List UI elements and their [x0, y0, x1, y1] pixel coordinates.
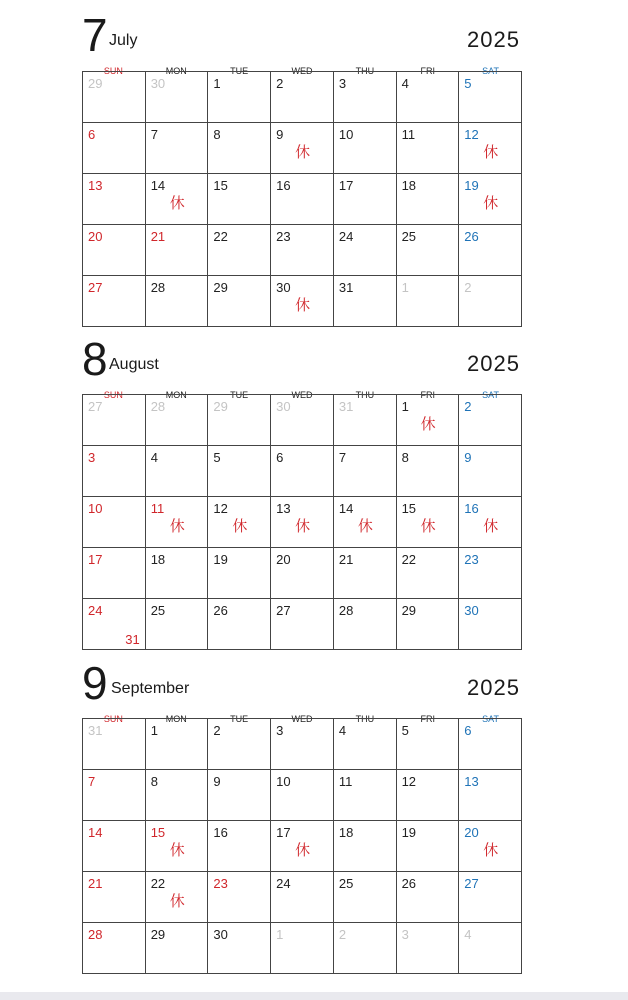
holiday-mark: 休	[295, 297, 311, 314]
day-cell[interactable]	[208, 497, 271, 548]
day-cell[interactable]	[83, 923, 146, 974]
day-number: 21	[150, 229, 166, 244]
holiday-mark: 休	[357, 518, 373, 535]
day-cell[interactable]	[83, 599, 146, 650]
day-cell[interactable]	[397, 872, 460, 923]
day-number: 29	[401, 603, 417, 618]
weekday-sat: SAT	[482, 714, 499, 724]
day-number: 17	[276, 825, 291, 840]
day-number: 9	[213, 774, 221, 789]
day-cell[interactable]	[459, 497, 522, 548]
weekday-thu: THU	[355, 714, 375, 724]
day-number: 30	[276, 399, 291, 414]
month-september	[82, 656, 522, 942]
day-number: 24	[338, 229, 354, 244]
day-cell[interactable]	[334, 497, 397, 548]
day-cell[interactable]	[334, 821, 397, 872]
day-cell[interactable]	[459, 225, 522, 276]
day-number: 15	[401, 501, 417, 516]
day-cell[interactable]	[334, 719, 397, 770]
day-cell[interactable]	[271, 174, 334, 225]
day-cell[interactable]	[397, 72, 460, 123]
day-cell[interactable]	[334, 225, 397, 276]
day-number: 25	[401, 229, 417, 244]
day-cell[interactable]	[83, 225, 146, 276]
day-number: 26	[213, 603, 228, 618]
day-number: 20	[88, 229, 103, 244]
day-number: 4	[338, 723, 347, 738]
day-number: 1	[276, 927, 284, 942]
day-cell[interactable]	[459, 923, 522, 974]
day-cell[interactable]	[146, 821, 209, 872]
weekday-tue: TUE	[230, 714, 249, 724]
day-number: 21	[338, 552, 354, 567]
month-header	[82, 656, 522, 714]
day-cell[interactable]	[334, 123, 397, 174]
day-number: 31	[88, 723, 103, 738]
day-cell[interactable]	[83, 872, 146, 923]
day-number: 1	[213, 76, 221, 91]
day-cell[interactable]	[271, 446, 334, 497]
day-number: 7	[88, 774, 96, 789]
day-number: 7	[150, 127, 158, 142]
day-number: 19	[464, 178, 479, 193]
weekday-fri: FRI	[420, 66, 435, 76]
weekday-mon: MON	[165, 390, 187, 400]
day-cell[interactable]	[83, 497, 146, 548]
day-cell[interactable]	[208, 174, 271, 225]
day-cell[interactable]	[83, 123, 146, 174]
weekday-fri: FRI	[420, 390, 435, 400]
day-number: 22	[401, 552, 417, 567]
day-cell[interactable]	[397, 276, 460, 327]
weekday-mon: MON	[165, 66, 187, 76]
day-number: 3	[338, 76, 347, 91]
day-cell[interactable]	[146, 599, 209, 650]
day-number: 2	[338, 927, 347, 942]
weekday-thu: THU	[355, 66, 375, 76]
day-number: 9	[464, 450, 472, 465]
day-number: 9	[276, 127, 284, 142]
day-cell[interactable]	[208, 599, 271, 650]
day-cell[interactable]	[271, 497, 334, 548]
day-number: 24	[276, 876, 291, 891]
day-cell[interactable]	[271, 225, 334, 276]
day-cell[interactable]	[334, 548, 397, 599]
day-cell[interactable]	[271, 599, 334, 650]
day-cell[interactable]	[397, 225, 460, 276]
day-cell[interactable]	[271, 923, 334, 974]
day-cell[interactable]	[334, 395, 397, 446]
day-cell[interactable]	[271, 276, 334, 327]
day-number: 23	[276, 229, 291, 244]
year: 2025	[467, 351, 520, 376]
holiday-mark: 休	[169, 893, 185, 910]
day-cell[interactable]	[459, 72, 522, 123]
day-cell[interactable]	[271, 719, 334, 770]
bottom-bar	[0, 992, 628, 1000]
day-cell[interactable]	[271, 872, 334, 923]
day-number: 13	[464, 774, 479, 789]
month-header	[82, 332, 522, 390]
day-cell[interactable]	[334, 599, 397, 650]
day-number: 3	[88, 450, 96, 465]
day-cell[interactable]	[83, 770, 146, 821]
weekday-sat: SAT	[482, 66, 499, 76]
weekday-sun: SUN	[103, 66, 123, 76]
day-cell[interactable]	[459, 446, 522, 497]
day-number: 17	[88, 552, 103, 567]
day-cell[interactable]	[397, 497, 460, 548]
day-number: 7	[338, 450, 347, 465]
day-number: 2	[464, 280, 472, 295]
day-cell[interactable]	[397, 548, 460, 599]
weekday-wed: WED	[291, 390, 313, 400]
day-cell[interactable]	[208, 719, 271, 770]
day-grid	[82, 718, 522, 974]
day-number: 28	[150, 399, 166, 414]
day-cell[interactable]	[397, 821, 460, 872]
holiday-mark: 休	[483, 518, 499, 535]
day-number: 8	[401, 450, 409, 465]
day-number: 12	[464, 127, 479, 142]
day-number: 6	[464, 723, 472, 738]
day-number: 1	[401, 399, 409, 414]
day-number: 2	[464, 399, 472, 414]
day-cell[interactable]	[271, 821, 334, 872]
day-number: 18	[150, 552, 166, 567]
day-number: 19	[213, 552, 228, 567]
day-number: 28	[338, 603, 354, 618]
day-number: 12	[401, 774, 417, 789]
year: 2025	[467, 27, 520, 52]
day-cell[interactable]	[397, 446, 460, 497]
day-cell[interactable]	[459, 872, 522, 923]
day-cell[interactable]	[146, 276, 209, 327]
day-cell[interactable]	[208, 123, 271, 174]
day-number: 13	[88, 178, 103, 193]
day-cell[interactable]	[271, 123, 334, 174]
day-number: 5	[401, 723, 409, 738]
day-number: 18	[401, 178, 417, 193]
day-number: 12	[213, 501, 228, 516]
day-number: 23	[464, 552, 479, 567]
day-number: 27	[464, 876, 479, 891]
month-name: July	[109, 32, 138, 49]
holiday-mark: 休	[169, 842, 185, 859]
day-cell[interactable]	[208, 72, 271, 123]
weekday-sat: SAT	[482, 390, 499, 400]
day-number: 31	[338, 399, 354, 414]
day-number: 15	[150, 825, 166, 840]
holiday-mark: 休	[232, 518, 248, 535]
overflow-day-number: 31	[125, 632, 140, 647]
holiday-mark: 休	[420, 416, 436, 433]
day-number: 14	[338, 501, 354, 516]
holiday-mark: 休	[420, 518, 436, 535]
day-cell[interactable]	[271, 770, 334, 821]
month-name: September	[111, 680, 190, 697]
day-number: 14	[150, 178, 166, 193]
day-number: 30	[464, 603, 479, 618]
holiday-mark: 休	[483, 842, 499, 859]
day-cell[interactable]	[146, 395, 209, 446]
month-august	[82, 332, 522, 647]
holiday-mark: 休	[169, 195, 185, 212]
weekday-wed: WED	[291, 66, 313, 76]
day-cell[interactable]	[334, 174, 397, 225]
day-number: 31	[338, 280, 354, 295]
day-cell[interactable]	[83, 446, 146, 497]
day-cell[interactable]	[397, 770, 460, 821]
day-cell[interactable]	[397, 599, 460, 650]
day-number: 10	[338, 127, 354, 142]
day-number: 17	[338, 178, 354, 193]
day-cell[interactable]	[208, 923, 271, 974]
day-number: 3	[401, 927, 409, 942]
day-number: 6	[276, 450, 284, 465]
day-number: 29	[88, 76, 103, 91]
holiday-mark: 休	[295, 842, 311, 859]
year: 2025	[467, 675, 520, 700]
day-number: 18	[338, 825, 354, 840]
day-number: 30	[213, 927, 228, 942]
day-number: 29	[213, 399, 228, 414]
month-number: 7	[82, 9, 108, 61]
day-number: 11	[150, 501, 165, 516]
day-cell[interactable]	[208, 548, 271, 599]
day-number: 10	[88, 501, 103, 516]
day-number: 27	[88, 280, 103, 295]
day-cell[interactable]	[83, 548, 146, 599]
day-cell[interactable]	[83, 174, 146, 225]
day-number: 14	[88, 825, 103, 840]
day-number: 4	[401, 76, 409, 91]
day-number: 16	[276, 178, 291, 193]
day-number: 25	[150, 603, 166, 618]
day-grid	[82, 71, 522, 327]
day-cell[interactable]	[334, 770, 397, 821]
day-cell[interactable]	[334, 276, 397, 327]
day-number: 4	[150, 450, 158, 465]
day-number: 28	[150, 280, 166, 295]
holiday-mark: 休	[295, 144, 311, 161]
day-cell[interactable]	[459, 770, 522, 821]
day-number: 19	[401, 825, 417, 840]
day-cell[interactable]	[459, 174, 522, 225]
day-cell[interactable]	[459, 276, 522, 327]
day-number: 10	[276, 774, 291, 789]
day-cell[interactable]	[459, 548, 522, 599]
day-number: 16	[213, 825, 228, 840]
day-number: 13	[276, 501, 291, 516]
day-cell[interactable]	[397, 174, 460, 225]
day-number: 25	[338, 876, 354, 891]
day-grid	[82, 394, 522, 650]
day-number: 24	[88, 603, 103, 618]
holiday-mark: 休	[483, 195, 499, 212]
day-cell[interactable]	[334, 923, 397, 974]
day-number: 2	[276, 76, 284, 91]
day-cell[interactable]	[146, 174, 209, 225]
day-cell[interactable]	[146, 770, 209, 821]
month-name: August	[109, 356, 159, 373]
day-number: 29	[213, 280, 228, 295]
weekday-tue: TUE	[230, 66, 249, 76]
day-cell[interactable]	[208, 395, 271, 446]
day-number: 20	[464, 825, 479, 840]
day-number: 27	[88, 399, 103, 414]
day-cell[interactable]	[83, 821, 146, 872]
day-cell[interactable]	[459, 123, 522, 174]
day-number: 1	[150, 723, 158, 738]
weekday-sun: SUN	[103, 714, 123, 724]
day-number: 16	[464, 501, 479, 516]
day-number: 23	[213, 876, 228, 891]
month-july	[82, 8, 522, 314]
day-cell[interactable]	[208, 225, 271, 276]
day-number: 30	[150, 76, 166, 91]
day-number: 11	[401, 127, 416, 142]
day-cell[interactable]	[146, 123, 209, 174]
day-cell[interactable]	[83, 72, 146, 123]
day-cell[interactable]	[459, 719, 522, 770]
holiday-mark: 休	[169, 518, 185, 535]
weekday-mon: MON	[165, 714, 187, 724]
weekday-tue: TUE	[230, 390, 249, 400]
day-cell[interactable]	[271, 72, 334, 123]
day-number: 26	[401, 876, 417, 891]
month-number: 8	[82, 333, 108, 385]
day-cell[interactable]	[146, 497, 209, 548]
day-number: 1	[401, 280, 409, 295]
day-cell[interactable]	[208, 770, 271, 821]
day-cell[interactable]	[146, 225, 209, 276]
day-cell[interactable]	[146, 446, 209, 497]
holiday-mark: 休	[295, 518, 311, 535]
day-cell[interactable]	[146, 923, 209, 974]
day-cell[interactable]	[334, 872, 397, 923]
day-number: 5	[464, 76, 472, 91]
day-number: 29	[150, 927, 166, 942]
day-number: 28	[88, 927, 103, 942]
weekday-fri: FRI	[420, 714, 435, 724]
day-cell[interactable]	[146, 719, 209, 770]
day-cell[interactable]	[146, 872, 209, 923]
day-number: 11	[338, 774, 353, 789]
day-cell[interactable]	[397, 719, 460, 770]
day-cell[interactable]	[208, 446, 271, 497]
day-cell[interactable]	[397, 395, 460, 446]
day-number: 8	[150, 774, 158, 789]
weekday-wed: WED	[291, 714, 313, 724]
day-cell[interactable]	[334, 446, 397, 497]
day-cell[interactable]	[459, 599, 522, 650]
day-number: 27	[276, 603, 291, 618]
day-number: 8	[213, 127, 221, 142]
day-cell[interactable]	[146, 548, 209, 599]
day-cell[interactable]	[459, 821, 522, 872]
day-number: 3	[276, 723, 284, 738]
day-cell[interactable]	[271, 395, 334, 446]
day-cell[interactable]	[397, 923, 460, 974]
day-number: 26	[464, 229, 479, 244]
day-number: 22	[150, 876, 166, 891]
holiday-mark: 休	[483, 144, 499, 161]
day-number: 15	[213, 178, 228, 193]
day-cell[interactable]	[208, 276, 271, 327]
day-number: 21	[88, 876, 103, 891]
day-cell[interactable]	[146, 72, 209, 123]
day-cell[interactable]	[208, 872, 271, 923]
day-number: 20	[276, 552, 291, 567]
month-header	[82, 8, 522, 66]
day-cell[interactable]	[83, 395, 146, 446]
day-cell[interactable]	[83, 276, 146, 327]
weekday-thu: THU	[355, 390, 375, 400]
day-cell[interactable]	[208, 821, 271, 872]
day-cell[interactable]	[397, 123, 460, 174]
day-cell[interactable]	[334, 72, 397, 123]
day-cell[interactable]	[271, 548, 334, 599]
day-cell[interactable]	[83, 719, 146, 770]
day-cell[interactable]	[459, 395, 522, 446]
day-number: 5	[213, 450, 221, 465]
month-number: 9	[82, 657, 108, 709]
day-number: 6	[88, 127, 96, 142]
weekday-sun: SUN	[103, 390, 123, 400]
day-number: 30	[276, 280, 291, 295]
day-number: 2	[213, 723, 221, 738]
day-number: 4	[464, 927, 472, 942]
day-number: 22	[213, 229, 228, 244]
